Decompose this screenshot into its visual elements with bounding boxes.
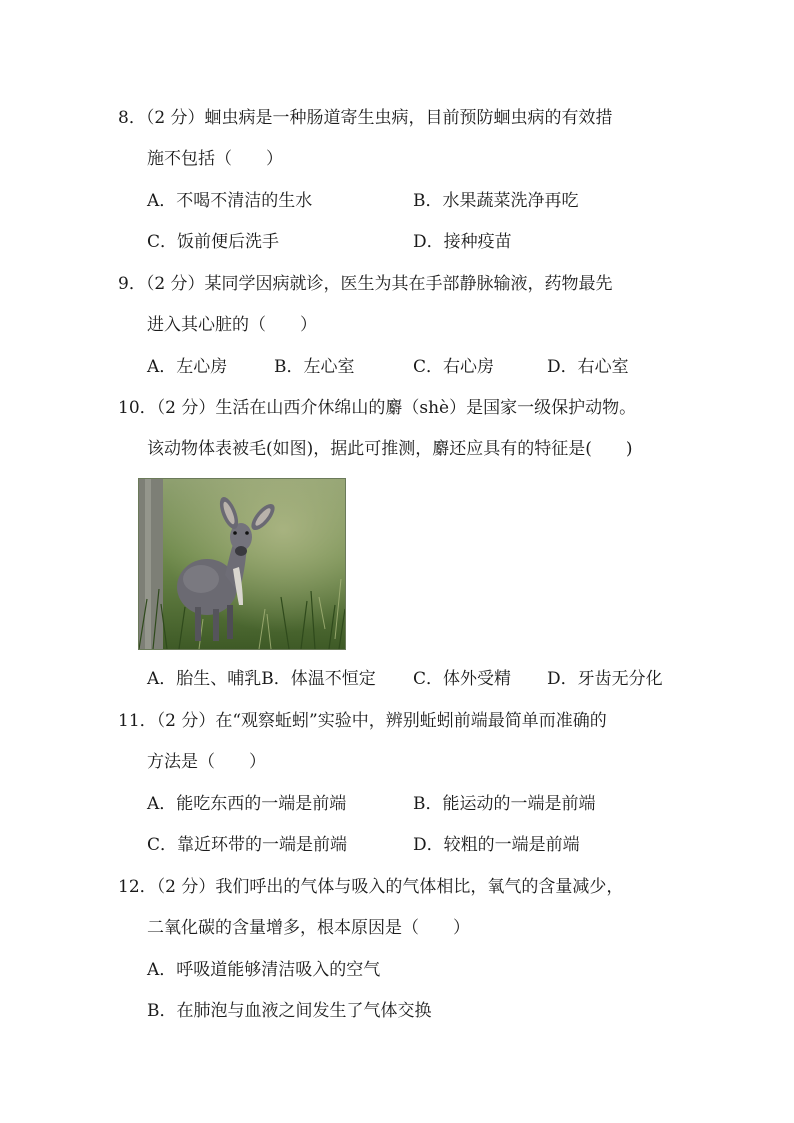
q10-option-d: D．牙齿无分化 [547,669,663,689]
q8-option-a: A．不喝不清洁的生水 [147,191,313,211]
musk-deer-photo [138,478,346,650]
q8-option-b: B．水果蔬菜洗净再吃 [413,191,579,211]
q8-option-c: C．饭前便后洗手 [147,232,280,252]
q12-stem-line1: 12．（2 分）我们呼出的气体与吸入的气体相比，氧气的含量减少， [118,877,624,897]
q9-stem-line2: 进入其心脏的（ ） [147,315,317,335]
q11-stem-line2: 方法是（ ） [147,752,266,772]
q10-stem-line1: 10．（2 分）生活在山西介休绵山的麝（shè）是国家一级保护动物。 [118,398,637,418]
q9-option-c: C．右心房 [413,357,495,377]
q8-option-d: D．接种疫苗 [413,232,512,252]
q9-option-b: B．左心室 [274,357,355,377]
q9-option-a: A．左心房 [147,357,228,377]
q9-stem-line1: 9．（2 分）某同学因病就诊，医生为其在手部静脉输液，药物最先 [118,274,613,294]
q11-stem-line1: 11．（2 分）在“观察蚯蚓”实验中，辨别蚯蚓前端最简单而准确的 [118,711,607,731]
q12-option-a: A．呼吸道能够清洁吸入的空气 [147,960,381,980]
q12-stem-line2: 二氧化碳的含量增多，根本原因是（ ） [147,918,470,938]
q10-option-c: C．体外受精 [413,669,512,689]
q11-option-d: D．较粗的一端是前端 [413,835,580,855]
q8-stem-line1: 8．（2 分）蛔虫病是一种肠道寄生虫病，目前预防蛔虫病的有效措 [118,108,613,128]
q11-option-b: B．能运动的一端是前端 [413,794,596,814]
q11-option-c: C．靠近环带的一端是前端 [147,835,348,855]
q11-option-a: A．能吃东西的一端是前端 [147,794,347,814]
q10-option-a-b: A．胎生、哺乳B．体温不恒定 [147,669,376,689]
q10-stem-line2: 该动物体表被毛(如图)，据此可推测，麝还应具有的特征是( ) [147,439,633,459]
q9-option-d: D．右心室 [547,357,629,377]
q12-option-b: B．在肺泡与血液之间发生了气体交换 [147,1001,432,1021]
q8-stem-line2: 施不包括（ ） [147,149,283,169]
